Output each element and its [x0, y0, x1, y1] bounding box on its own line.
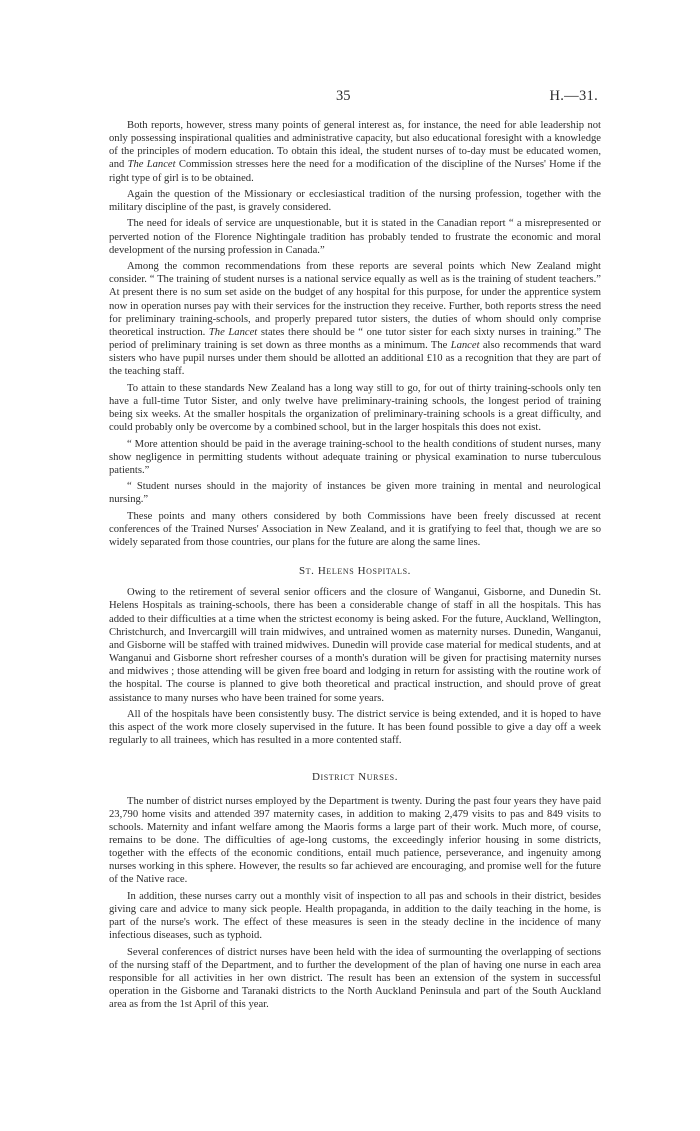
paragraph: These points and many others considered by both Commissions have been freely discussed at recent conferences of the Trained Nurses' Association in New Zealand, and it is gratifying to feel that, though we are so widely separated from those countries, our plans for the future are along the same lines. [109, 510, 601, 548]
paragraph: “ Student nurses should in the majority of instances be given more training in mental and neurological nursing.” [109, 481, 601, 506]
page-number: 35 [336, 88, 351, 104]
italic-title: Lancet [450, 340, 480, 352]
italic-title: The Lancet [127, 159, 176, 171]
paragraph: Both reports, however, stress many points of general interest as, for instance, the need for able leadership not only possessing inspirational qualities and administrative capacity, but also educational foresight with a knowledge of the principles of modern education. To obtain this ideal, the student nurses of to-day must be educated women, and The Lancet Commission stresses here the need for a modification of the discipline of the Nurses' Home if the right type of girl is to be obtained. [109, 120, 601, 184]
italic-title: The Lancet [208, 326, 258, 338]
paragraph: Several conferences of district nurses have been held with the idea of surmounting the overlapping of sections of the nursing staff of the Department, and to further the development of the plan of having one nurse in each area responsible for all activities in her own district. The result has been an extension of the system in successful operation in the Gisborne and Taranaki districts to the North Auckland Peninsula and part of the South Auckland area as from the 1st April of this year. [109, 946, 601, 1011]
paragraph: The number of district nurses employed by the Department is twenty. During the past four years they have paid 23,790 home visits and attended 397 maternity cases, in addition to making 2,479 visits to pas and 849 visits to schools. Maternity and infant welfare among the Maoris forms a large part of their work. Much more, of course, remains to be done. The difficulties of age-long customs, the exceedingly inferior housing in some districts, together with the effects of the economic conditions, entail much patience, perseverance, and ingenuity among nurses working in this sphere. However, the results so far achieved are encouraging, and promise well for the future of the Native race. [109, 795, 601, 886]
paragraph: To attain to these standards New Zealand has a long way still to go, for out of thirty training-schools only ten have a full-time Tutor Sister, and only twelve have preliminary-training schools, the longest period of training being six weeks. At the smaller hospitals the organization of preliminary-training schools is a great difficulty, and could probably only be overcome by a combined school, but in the larger hospitals this does not exist. [109, 382, 601, 434]
paragraph: The need for ideals of service are unquestionable, but it is stated in the Canadian report “ a misrepresented or perverted notion of the Florence Nightingale tradition has probably tended to frustrate the economic and moral development of the nursing profession in Canada.” [109, 218, 601, 256]
section-heading-district-nurses: District Nurses. [311, 771, 399, 784]
paragraph: In addition, these nurses carry out a monthly visit of inspection to all pas and schools in their district, besides giving care and advice to many sick people. Health propaganda, in addition to the daily teaching in the home, is part of the nurse's work. The effect of these measures is seen in the steady decline in the incidence of many infectious diseases, such as typhoid. [109, 890, 601, 942]
paragraph: Among the common recommendations from these reports are several points which New Zealand might consider. “ The training of student nurses is a national service equally as well as is the training of student teachers.” At present there is no sum set aside on the budget of any hospital for this purpose, for under the apprentice system now in operation nurses pay with their services for the instruction they receive. Further, both reports stress the need for preliminary training-schools, and properly prepared tutor sisters, the duties of whom should only comprise theoretical instruction. The Lancet states there should be “ one tutor sister for each sixty nurses in training.” The period of preliminary training is set down as three months as a minimum. The Lancet also recommends that ward sisters who have pupil nurses under them should be allotted an additional £10 as a recognition that they are part of the teaching staff. [109, 261, 602, 378]
document-reference: H.—31. [549, 88, 598, 104]
paragraph: All of the hospitals have been consistently busy. The district service is being extended, and it is hoped to have this aspect of the work more closely supervised in the future. It has been found possible to give a day off a week regularly to all trainees, which has resulted in a more contented staff. [109, 708, 601, 747]
section-heading-st-helens: St. Helens Hospitals. [298, 565, 412, 578]
paragraph: “ More attention should be paid in the average training-school to the health conditions of student nurses, many show negligence in permitting students without adequate training or physical examination to nurse tuberculous patients.” [109, 438, 601, 476]
page-header [0, 88, 700, 108]
paragraph: Owing to the retirement of several senior officers and the closure of Wanganui, Gisborne, and Dunedin St. Helens Hospitals as training-schools, there has been a considerable change of staff in all the hospitals. This has added to their difficulties at a time when the strictest economy is being asked. For the future, Auckland, Wellington, Christchurch, and Invercargill will train midwives, and untrained women as maternity nurses. Dunedin, Wanganui, and Gisborne will be staffed with trained midwives. Dunedin will provide case material for medical students, and at Wanganui and Gisborne short refresher courses of a month's duration will be given for practising maternity nurses and midwives ; those attending will be given free board and lodging in return for assisting with the routine work of the hospital. The course is planned to give both theoretical and practical instruction, and should prove of great assistance to many nurses who have been trained for some years. [109, 587, 601, 704]
document-body [109, 119, 601, 1015]
paragraph: Again the question of the Missionary or ecclesiastical tradition of the nursing profession, together with the military discipline of the past, is gravely considered. [109, 188, 601, 214]
